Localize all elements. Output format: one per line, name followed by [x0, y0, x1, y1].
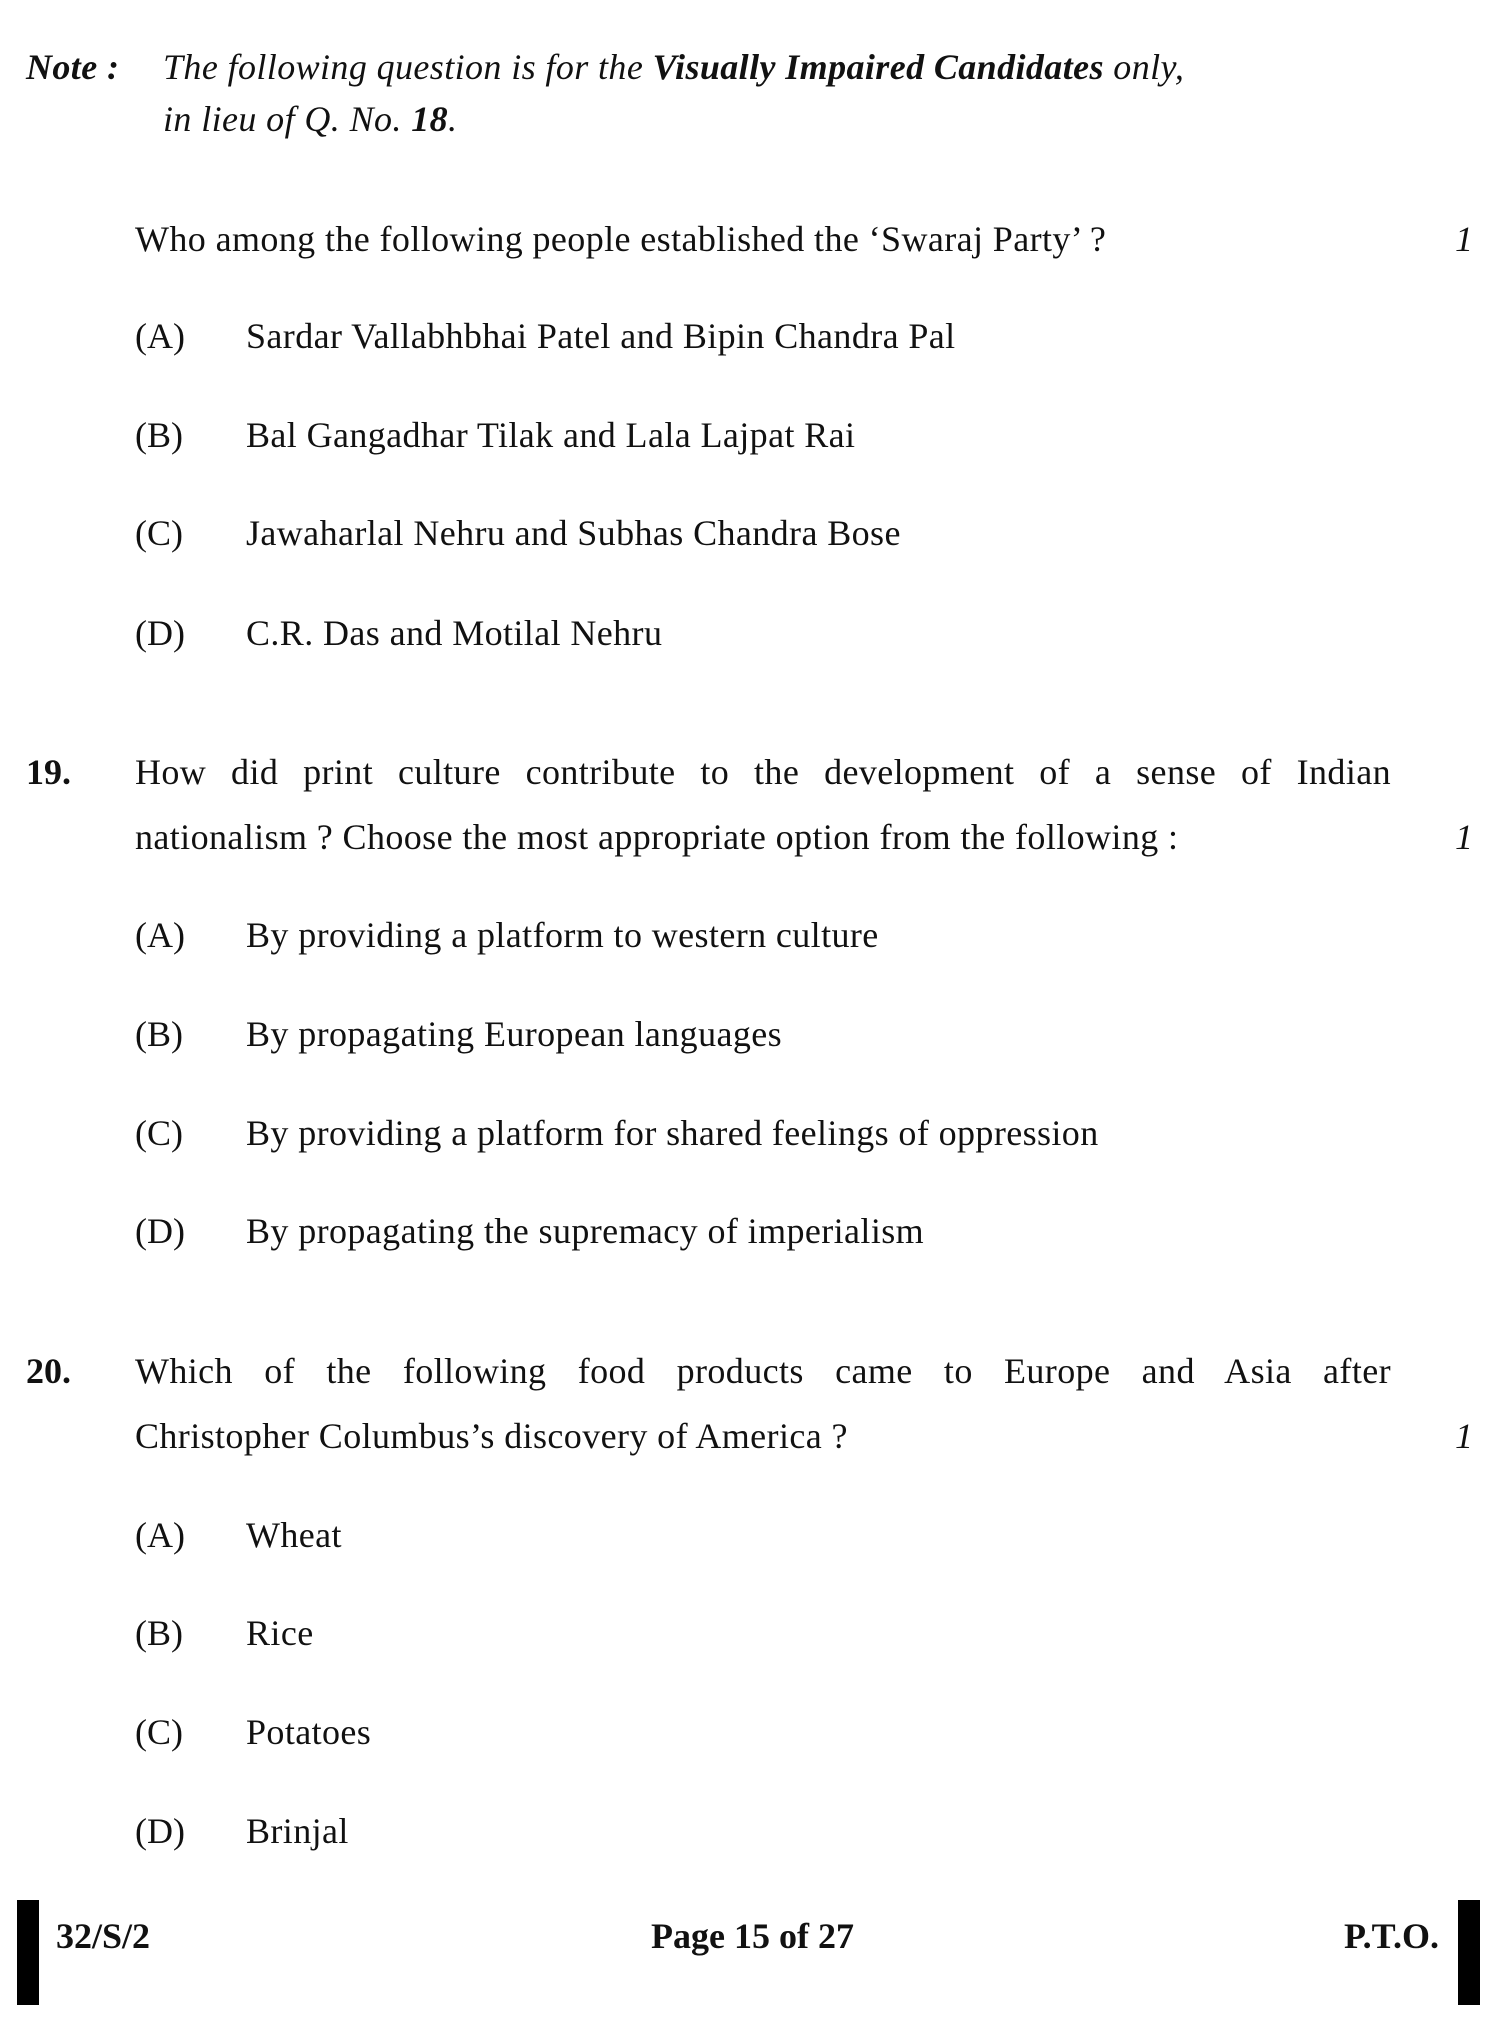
option-text: By propagating the supremacy of imperialism — [246, 1211, 925, 1251]
option-text: By providing a platform for shared feelings of oppression — [246, 1113, 1099, 1153]
option-text: Jawaharlal Nehru and Subhas Chandra Bose — [246, 513, 901, 553]
option-label: (B) — [135, 415, 183, 455]
question-text: Christopher Columbus’s discovery of America ? — [135, 1416, 848, 1456]
option-label: (D) — [135, 1811, 185, 1851]
option-label: (C) — [135, 513, 183, 553]
question-number: 20. — [26, 1351, 71, 1391]
option-text: Sardar Vallabhbhai Patel and Bipin Chandra Pal — [246, 316, 956, 356]
option-text: Bal Gangadhar Tilak and Lala Lajpat Rai — [246, 415, 856, 455]
note-text-part: . — [448, 99, 458, 139]
question-text: Which of the following food products came to Europe and Asia after — [135, 1351, 1391, 1391]
option-label: (A) — [135, 316, 185, 356]
note-emphasis: Visually Impaired Candidates — [652, 47, 1104, 87]
question-marks: 1 — [1455, 817, 1473, 857]
option-text: Rice — [246, 1613, 314, 1653]
option-text: Brinjal — [246, 1811, 349, 1851]
option-text: By providing a platform to western culture — [246, 915, 879, 955]
pto-label: P.T.O. — [1343, 1916, 1439, 1956]
option-label: (A) — [135, 1515, 185, 1555]
footer-right-bar — [1458, 1900, 1480, 2005]
note-label: Note : — [26, 47, 120, 87]
option-text: C.R. Das and Motilal Nehru — [246, 613, 663, 653]
question-marks: 1 — [1455, 219, 1473, 259]
note-text-part: in lieu of Q. No. — [163, 99, 412, 139]
option-label: (C) — [135, 1712, 183, 1752]
question-text: nationalism ? Choose the most appropriate option from the following : — [135, 817, 1179, 857]
option-label: (A) — [135, 915, 185, 955]
question-number: 19. — [26, 752, 71, 792]
note-text-part: The following question is for the — [163, 47, 653, 87]
option-label: (B) — [135, 1014, 183, 1054]
option-label: (D) — [135, 1211, 185, 1251]
option-text: By propagating European languages — [246, 1014, 783, 1054]
question-text: How did print culture contribute to the development of a sense of Indian — [135, 752, 1391, 792]
note-question-ref: 18 — [411, 99, 449, 139]
option-label: (B) — [135, 1613, 183, 1653]
question-marks: 1 — [1455, 1416, 1473, 1456]
option-label: (C) — [135, 1113, 183, 1153]
note-text-part: only, — [1103, 47, 1185, 87]
option-text: Wheat — [246, 1515, 342, 1555]
option-text: Potatoes — [246, 1712, 372, 1752]
option-label: (D) — [135, 613, 185, 653]
question-text: Who among the following people established the ‘Swaraj Party’ ? — [135, 219, 1107, 259]
note-text-line2 — [163, 97, 457, 141]
paper-code: 32/S/2 — [56, 1916, 151, 1956]
page-number: Page 15 of 27 — [651, 1916, 854, 1956]
note-text — [163, 45, 1184, 89]
